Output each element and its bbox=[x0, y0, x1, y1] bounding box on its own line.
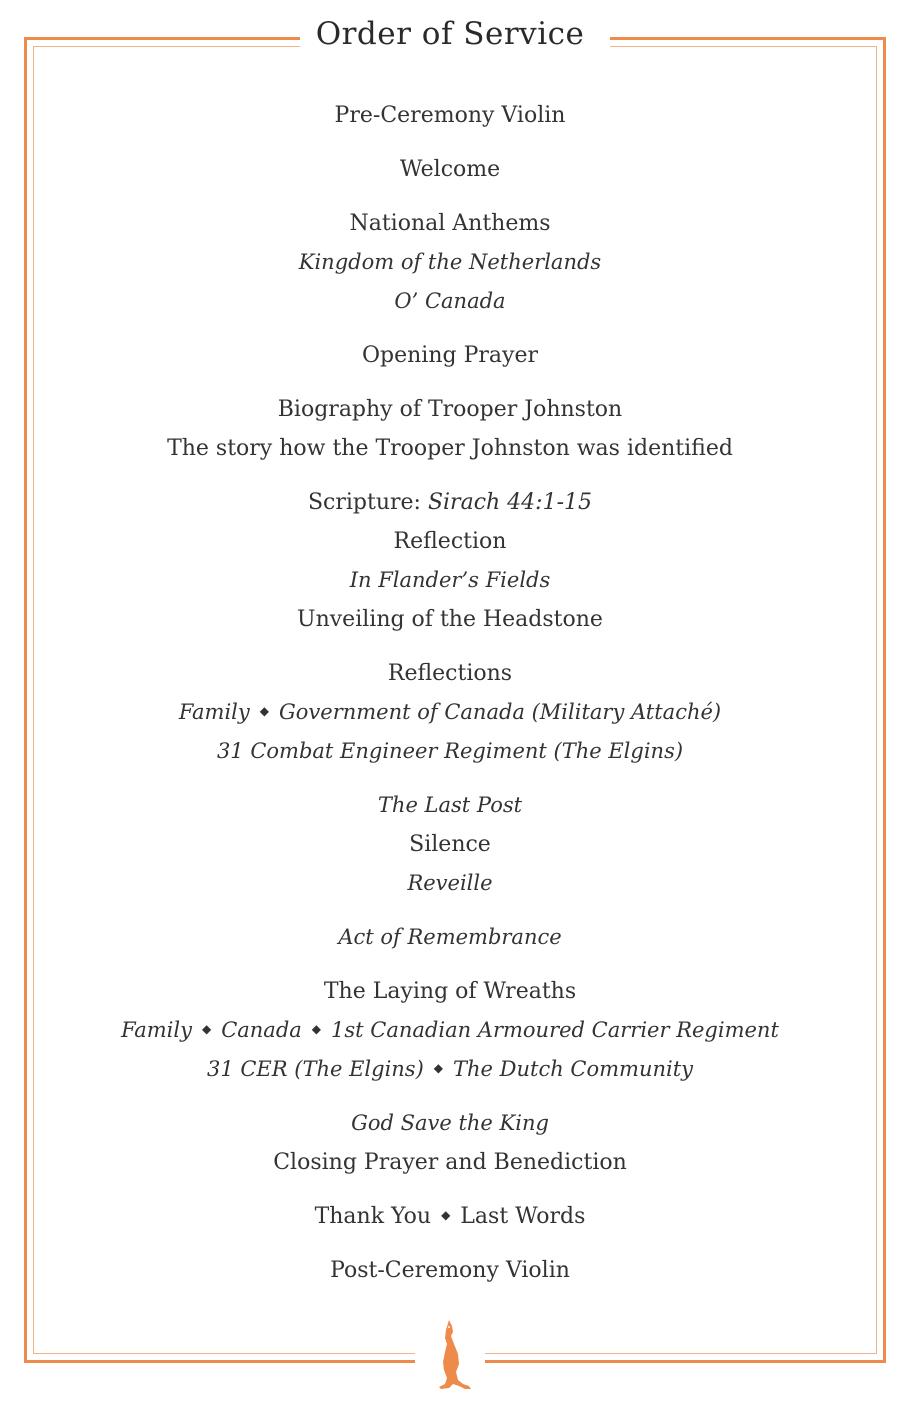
program-list bbox=[40, 96, 860, 1290]
program-item bbox=[40, 483, 860, 522]
program-item-part: Canada bbox=[221, 1018, 302, 1042]
separator-diamond-icon: ◆ bbox=[259, 704, 269, 718]
program-item-text: In Flander’s Fields bbox=[349, 568, 551, 592]
separator-diamond-icon: ◆ bbox=[311, 1022, 322, 1036]
program-item-text: Kingdom of the Netherlands bbox=[298, 250, 602, 274]
separator-diamond-icon: ◆ bbox=[433, 1061, 444, 1075]
program-item bbox=[40, 972, 860, 1011]
program-item bbox=[40, 693, 860, 732]
program-item-text: Closing Prayer and Benediction bbox=[273, 1150, 627, 1175]
program-item bbox=[40, 96, 860, 135]
program-item-part: 31 CER (The Elgins) bbox=[206, 1057, 424, 1081]
program-item-text: Pre-Ceremony Violin bbox=[334, 103, 566, 128]
program-item-text: Silence bbox=[409, 832, 491, 857]
page-title: Order of Service bbox=[315, 16, 585, 52]
program-item bbox=[40, 864, 860, 903]
program-item bbox=[40, 1050, 860, 1089]
program-item-text: Biography of Trooper Johnston bbox=[277, 397, 623, 422]
program-item bbox=[40, 654, 860, 693]
program-item-part: 1st Canadian Armoured Carrier Regiment bbox=[331, 1018, 779, 1042]
program-item-part: Government of Canada (Military Attaché) bbox=[279, 700, 722, 724]
program-item bbox=[40, 600, 860, 639]
program-item bbox=[40, 561, 860, 600]
program-item bbox=[40, 1143, 860, 1182]
program-item-text: Reflections bbox=[387, 661, 513, 686]
program-item bbox=[40, 243, 860, 282]
program-item bbox=[40, 336, 860, 375]
program-item-text: Unveiling of the Headstone bbox=[297, 607, 603, 632]
program-item-text: The Laying of Wreaths bbox=[323, 979, 577, 1004]
program-item bbox=[40, 1104, 860, 1143]
program-item-text: National Anthems bbox=[349, 211, 551, 236]
program-item bbox=[40, 1251, 860, 1290]
program-item bbox=[40, 1011, 860, 1050]
program-item-part: Family bbox=[121, 1018, 192, 1042]
program-item bbox=[40, 390, 860, 429]
program-item-part: Last Words bbox=[460, 1204, 586, 1229]
kangaroo-emblem-icon bbox=[425, 1318, 475, 1392]
program-item bbox=[40, 282, 860, 321]
program-item-text: The story how the Trooper Johnston was identified bbox=[167, 436, 733, 461]
program-item-text: 31 Combat Engineer Regiment (The Elgins) bbox=[216, 739, 684, 763]
scripture-reference: Sirach 44:1-15 bbox=[427, 490, 593, 515]
program-item bbox=[40, 429, 860, 468]
program-item-text: God Save the King bbox=[351, 1111, 549, 1135]
program-item-text: Act of Remembrance bbox=[338, 925, 562, 949]
program-item-text: Reveille bbox=[407, 871, 493, 895]
program-item bbox=[40, 732, 860, 771]
program-item-text: O’ Canada bbox=[394, 289, 506, 313]
program-item bbox=[40, 918, 860, 957]
program-item bbox=[40, 150, 860, 189]
program-item bbox=[40, 1197, 860, 1236]
program-item bbox=[40, 786, 860, 825]
separator-diamond-icon: ◆ bbox=[441, 1207, 451, 1222]
program-item-part: The Dutch Community bbox=[453, 1057, 694, 1081]
program-item-text: Reflection bbox=[393, 529, 507, 554]
program-item bbox=[40, 825, 860, 864]
program-item-text: Post-Ceremony Violin bbox=[330, 1258, 570, 1283]
program-item-text: Welcome bbox=[399, 157, 501, 182]
program-item-text: The Last Post bbox=[377, 793, 523, 817]
program-item-text: Scripture: bbox=[307, 490, 428, 515]
separator-diamond-icon: ◆ bbox=[201, 1022, 212, 1036]
program-item-part: Family bbox=[178, 700, 250, 724]
program-item bbox=[40, 204, 860, 243]
program-item-text: Opening Prayer bbox=[362, 343, 538, 368]
program-item-part: Thank You bbox=[314, 1204, 432, 1229]
program-item bbox=[40, 522, 860, 561]
